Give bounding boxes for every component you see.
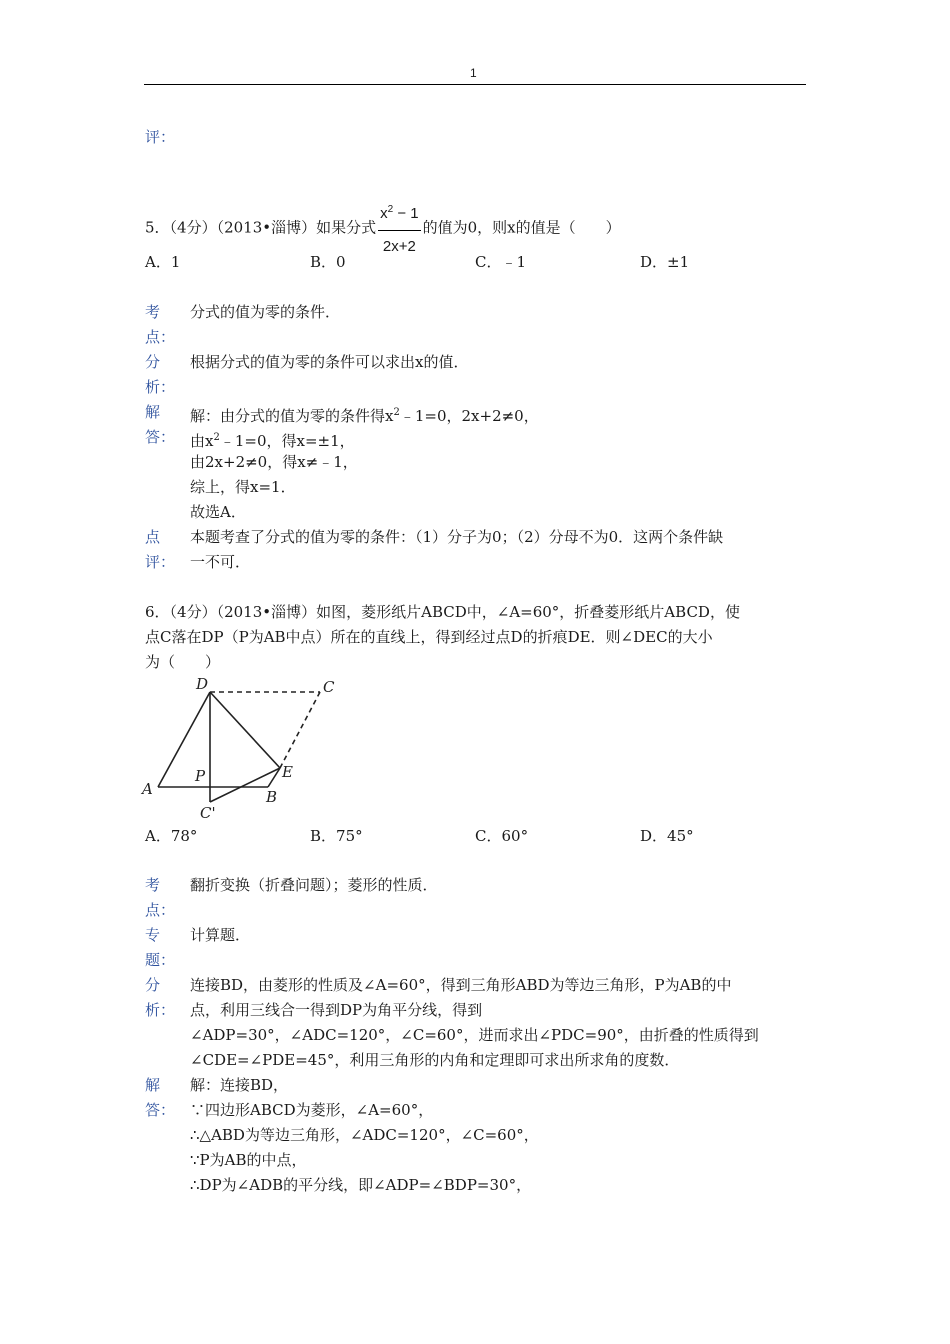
q6-zhuanti-label-1: 专 bbox=[145, 926, 161, 944]
q5-kaodian-text: 分式的值为零的条件． bbox=[190, 303, 341, 321]
q6-fenxi-line3: ∠ADP=30°，∠ADC=120°，∠C=60°，进而求出∠PDC=90°，由折叠的性质得到 bbox=[190, 1026, 759, 1044]
q5-fenxi-label-2: 析： bbox=[145, 378, 176, 396]
q5-fenxi-text: 根据分式的值为零的条件可以求出x的值． bbox=[190, 353, 469, 371]
previous-dianping-label: 评： bbox=[145, 128, 176, 146]
label-c-prime: C' bbox=[200, 804, 216, 822]
q5-dianping-line1: 本题考查了分式的值为零的条件：（1）分子为0；（2）分母不为0．这两个条件缺 bbox=[190, 528, 724, 546]
q6-fenxi-line2: 点，利用三线合一得到DP为角平分线，得到 bbox=[190, 1001, 483, 1019]
q6-fenxi-label-1: 分 bbox=[145, 976, 161, 994]
q6-jieda-label-1: 解 bbox=[145, 1076, 161, 1094]
q5-stem bbox=[145, 195, 621, 262]
q6-stem-line2: 点C落在DP（P为AB中点）所在的直线上，得到经过点D的折痕DE．则∠DEC的大小 bbox=[145, 628, 713, 646]
q6-jieda-line2: ∵四边形ABCD为菱形，∠A=60°， bbox=[190, 1101, 434, 1119]
q6-jieda-line5: ∴DP为∠ADB的平分线，即∠ADP=∠BDP=30°， bbox=[190, 1176, 532, 1194]
q6-option-a: A．78° bbox=[145, 827, 198, 845]
q5-option-b: B．0 bbox=[310, 253, 346, 271]
label-d: D bbox=[196, 675, 209, 693]
q5-stem-suffix: 的值为0，则x的值是（ ） bbox=[422, 218, 621, 237]
q5-option-a: A．1 bbox=[145, 253, 181, 271]
q6-zhuanti-text: 计算题． bbox=[190, 926, 251, 944]
q5-jieda-line3: 由2x+2≠0，得x≠﹣1， bbox=[190, 453, 358, 471]
q5-dianping-line2: 一不可． bbox=[190, 553, 251, 571]
q5-jieda-line2: 由$x^2﹣1=0$，得x=±1， bbox=[190, 432, 355, 450]
q6-fenxi-line4: ∠CDE=∠PDE=45°，利用三角形的内角和定理即可求出所求角的度数． bbox=[190, 1051, 680, 1069]
q5-jieda-label-1: 解 bbox=[145, 403, 161, 421]
q5-jieda-line1: 解：由分式的值为零的条件得$x^2﹣1=0$，2x+2≠0， bbox=[190, 407, 539, 425]
q6-option-c: C．60° bbox=[475, 827, 529, 845]
q6-stem-line3: 为（ ） bbox=[145, 653, 221, 671]
segment-de bbox=[210, 692, 280, 768]
q6-kaodian-label-1: 考 bbox=[145, 876, 161, 894]
label-a: A bbox=[142, 780, 153, 798]
q5-jieda-label-2: 答： bbox=[145, 428, 176, 446]
q5-option-c: C．﹣1 bbox=[475, 253, 527, 271]
header-rule bbox=[144, 84, 806, 85]
edge-ce-dashed bbox=[280, 692, 320, 768]
q5-stem-prefix: 5．（4分）（2013•淄博）如果分式 bbox=[145, 218, 377, 237]
q5-jieda-line5: 故选A． bbox=[190, 503, 246, 521]
q5-kaodian-label-1: 考 bbox=[145, 303, 161, 321]
q6-kaodian-text: 翻折变换（折叠问题）；菱形的性质． bbox=[190, 876, 438, 894]
q5-fraction-numerator: $x^2 - 1$ bbox=[378, 195, 421, 231]
label-b: B bbox=[266, 788, 278, 806]
q6-jieda-label-2: 答： bbox=[145, 1101, 176, 1119]
q5-kaodian-label-2: 点： bbox=[145, 328, 176, 346]
q6-option-d: D．45° bbox=[640, 827, 694, 845]
q6-kaodian-label-2: 点： bbox=[145, 901, 176, 919]
label-e: E bbox=[282, 763, 293, 781]
q6-rhombus-figure bbox=[140, 672, 350, 822]
q6-jieda-line4: ∵P为AB的中点， bbox=[190, 1151, 307, 1169]
label-c: C bbox=[323, 678, 335, 696]
q6-jieda-line3: ∴△ABD为等边三角形，∠ADC=120°，∠C=60°， bbox=[190, 1126, 539, 1144]
q5-option-d: D．±1 bbox=[640, 253, 690, 271]
page-number: 1 bbox=[470, 66, 477, 80]
q6-option-b: B．75° bbox=[310, 827, 363, 845]
q6-stem-line1: 6．（4分）（2013•淄博）如图，菱形纸片ABCD中，∠A=60°，折叠菱形纸片ABCD，使 bbox=[145, 603, 740, 621]
q6-zhuanti-label-2: 题： bbox=[145, 951, 176, 969]
q6-fenxi-line1: 连接BD，由菱形的性质及∠A=60°，得到三角形ABD为等边三角形，P为AB的中 bbox=[190, 976, 732, 994]
label-p: P bbox=[195, 767, 206, 785]
q5-dianping-label-2: 评： bbox=[145, 553, 176, 571]
q5-fenxi-label-1: 分 bbox=[145, 353, 161, 371]
q5-dianping-label-1: 点 bbox=[145, 528, 161, 546]
q5-fraction bbox=[378, 195, 421, 262]
q5-jieda-line4: 综上，得x=1． bbox=[190, 478, 296, 496]
q6-jieda-line1: 解：连接BD， bbox=[190, 1076, 289, 1094]
q5-fraction-denominator: 2x+2 bbox=[382, 238, 416, 255]
q6-fenxi-label-2: 析： bbox=[145, 1001, 176, 1019]
